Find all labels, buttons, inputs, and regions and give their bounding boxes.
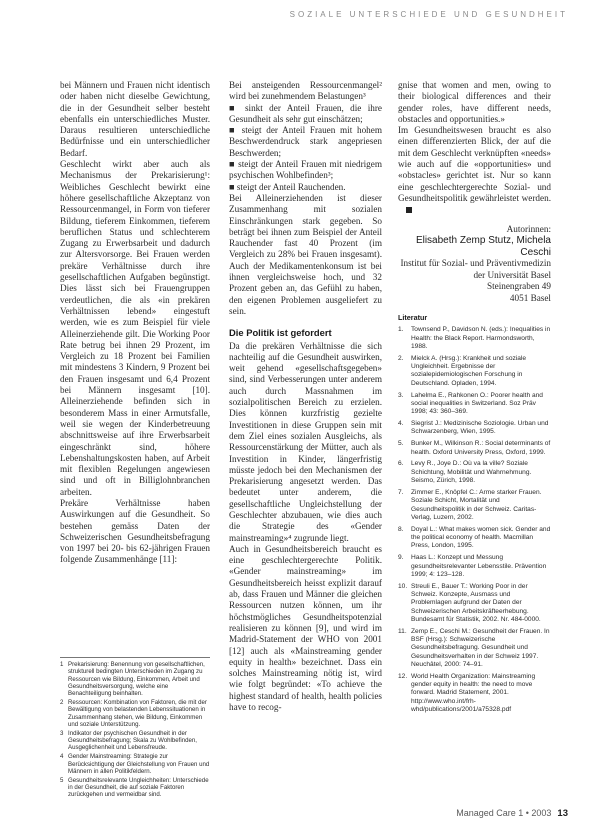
literature-item [398, 355, 551, 388]
text-column-1 [60, 80, 210, 566]
literature-item [398, 489, 551, 522]
running-head: SOZIALE UNTERSCHIEDE UND GESUNDHEIT [289, 10, 568, 19]
literature-number: 11. [398, 627, 407, 635]
list-item: Bei ansteigenden Ressourcenmangel² wird bei zunehmendem Belastungen³ [229, 80, 382, 102]
literature-item [398, 440, 551, 457]
literature-text: Lahelma E., Rahkonen O.: Poorer health and social inequalities in Switzerland. Soz Präv 1998; 43: 360–369. [411, 391, 543, 416]
body-paragraph: Im Gesundheitswesen braucht es also einen differenzierten Blick, der auf die mit dem Geschlecht verknüpften «needs» wie auch auf die «opportunities» und «obstacles» gerichtet ist. Nur so kann eine geschlechtergerechte Sozial- und Gesundheitspolitik gewährleistet werden. [398, 125, 551, 215]
footnote-number: 2 [60, 699, 64, 707]
literature-text: Zemp E., Ceschi M.: Gesundheit der Frauen. In BSF (Hrsg.): Schweizerische Gesundheitsbefragung. Gesundheit und Gesundheitsverhalten in der Schweiz 1997. Neuchâtel, 2000: 74–91. [411, 627, 550, 668]
page-number: 13 [557, 808, 568, 819]
literature-number: 1. [398, 326, 404, 334]
body-paragraph: Da die prekären Verhältnisse die sich nachteilig auf die Gesundheit auswirken, weit gehend «gesellschaftsgegeben» sind, sind Verbesserungen unter anderem auch durch Massnahmen im sozialpolitischen Bereich zu erzielen. Dies können kurzfristig gezielte Investitionen in diese Gruppen sein mit dem Ziel eines sozialen Ausgleichs, als Ressourcenstärkung der Mütter, auch als Investition in Kinder, längerfristig müsste jedoch bei den Mechanismen der Prekarisierung angesetzt werden. Das bedeutet unter anderem, die gesellschaftliche Ungleichstellung der Geschlechter abzubauen, wie dies auch die Strategie des «Gender mainstreaming»⁴ zugrunde liegt. [229, 340, 382, 543]
footnote-text: Prekarisierung: Benennung von gesellschaftlichen, strukturell bedingten Unterschieden im Zugang zu Ressourcen wie Bildung, Einkommen, Arbeit und Gesundheitsversorgung, welche eine Benachteiligung beinhalten. [68, 661, 205, 698]
footnote [60, 777, 210, 799]
literature-item [398, 420, 551, 437]
literature-number: 8. [398, 525, 404, 533]
literature-text: Mielck A. (Hrsg.): Krankheit und soziale Ungleichheit. Ergebnisse der sozialepidemiologischen Forschung in Deutschland. Opladen, 1994. [411, 354, 527, 387]
literature-item [398, 583, 551, 624]
body-paragraph: Bei Alleinerziehenden ist dieser Zusammenhang mit sozialen Einschränkungen stark gegeben. So beträgt bei ihnen zum Beispiel der Anteil Rauchender fast 40 Prozent (im Vergleich zu 28% bei Frauen insgesamt). Auch der Medikamentenkonsum ist bei ihnen vergleichsweise hoch, und 32 Prozent geben an, das Gefühl zu haben, den eigenen Problemen ausgeliefert zu sein. [229, 192, 382, 316]
footnote-number: 1 [60, 661, 64, 668]
literature-item [398, 673, 551, 714]
literature-list [398, 314, 551, 714]
body-paragraph: Geschlecht wirkt aber auch als Mechanismus der Prekarisierung¹: Weibliches Geschlecht bewirkt eine höhere gesellschaftliche Akzeptanz von Ressourcenmangel, in Form von tieferer Bildung, tieferem Einkommen, tieferem beruflichen Status und schlechterem Zugang zu Erwerbsarbeit und dadurch zur Altersvorsorge. Bei Frauen werden prekäre Verhältnisse durch ihre gesellschaftlichen Aufgaben begünstigt. Dies lässt sich bei Frauengruppen verdeutlichen, die als «in prekären Verhältnissen lebend» eingestuft werden, wie es zum Beispiel für viele Alleinerziehende gilt. Die Working Poor Rate betrug bei ihnen 29 Prozent, im Vergleich zu 18 Prozent bei Familien mit mindestens 3 Kindern, 9 Prozent bei den Frauen insgesamt und 6,4 Prozent bei Männern insgesamt [10]. Alleinerziehende befinden sich in besonderem Mass in einer Armutsfalle, weil sie wegen der Kinderbetreuung abschnittsweise auf ihre Erwerbsarbeit eingeschränkt sind, höhere Lebenshaltungskosten haben, auf Arbeit mit flexiblen Regelungen angewiesen sind und oft in Billiglohnbranchen arbeiten. [60, 159, 210, 497]
literature-text: Haas L.: Konzept und Messung gesundheitsrelevanter Lebensstile. Prävention 1999; 4: 123–128. [411, 554, 547, 578]
literature-text: World Health Organization: Mainstreaming gender equity in health: the need to move forward. Madrid Statement, 2001. http://www.who.int/frh-whd/publications/2001/a75328.pdf [411, 672, 536, 714]
author-names: Elisabeth Zemp Stutz, Michela Ceschi [415, 235, 551, 258]
literature-text: Townsend P., Davidson N. (eds.): Inequalities in Health: the Black Report. Harmondsworth, 1988. [411, 326, 551, 350]
square-bullet-icon: ■ [229, 125, 242, 136]
section-heading: Die Politik ist gefordert [229, 327, 332, 339]
literature-number: 3. [398, 391, 404, 399]
footnote [60, 730, 210, 752]
body-paragraph: bei Männern und Frauen nicht identisch oder haben nicht dieselbe Gewichtung, die in der Gesundheit selber besteht ebenfalls ein unterschiedliches Muster. Daraus resultieren unterschiedliche Bedürfnisse und ein unterschiedlicher Bedarf. [60, 80, 210, 158]
literature-item [398, 628, 551, 669]
body-paragraph: Prekäre Verhältnisse haben Auswirkungen auf die Gesundheit. So bestehen gemäss Daten der Schweizerischen Gesundheitsbefragung von 1997 bei 20- bis 62-jährigen Frauen folgende Zusammenhänge [11]: [60, 497, 210, 565]
literature-text: Levy R., Joye D.: Où va la ville? Soziale Schichtung, Mobilität und Wahrnehmung. Seismo, Zürich, 1998. [411, 460, 532, 485]
literature-title: Literatur [398, 313, 428, 323]
square-bullet-icon: ■ [229, 159, 239, 170]
city-address: 4051 Basel [509, 292, 551, 303]
literature-number: 9. [398, 554, 404, 562]
square-bullet-icon: ■ [229, 181, 237, 192]
footnote [60, 753, 210, 775]
literature-text: Streuli E., Bauer T.: Working Poor in der Schweiz. Konzepte, Ausmass und Problemlagen aufgrund der Daten der Schweizerischen Arbeitskräfteerhebung. Bundesamt für Statistik, 2002. Nr. 484-0000. [411, 582, 541, 623]
square-bullet-icon: ■ [229, 102, 245, 113]
literature-number: 10. [398, 582, 408, 590]
literature-text: Doyal L.: What makes women sick. Gender and the political economy of health. Macmillan Press, London, 1995. [411, 525, 551, 550]
list-item: ■ steigt der Anteil Frauen mit hohem Beschwerdendruck stark angepriesen Beschwerden; [229, 125, 382, 158]
street-address: Steinengraben 49 [486, 281, 551, 292]
footnote-text: Gesundheitsrelevante Ungleichheiten: Unterschiede in der Gesundheit, die auf soziale Faktoren zurückgehen und vermeidbar sind. [68, 776, 209, 799]
footnote-number: 3 [60, 729, 64, 737]
literature-item [398, 326, 551, 351]
literature-item [398, 460, 551, 485]
literature-number: 6. [398, 460, 404, 468]
institute: Institut für Sozial- und Präventivmedizin der Universität Basel [400, 258, 551, 280]
footnote-text: Gender Mainstreaming: Strategie zur Berücksichtigung der Gleichstellung von Frauen und Männern in allen Politikfeldern. [68, 753, 210, 775]
literature-text: Siegrist J.: Medizinische Soziologie. Urban und Schwarzenberg, Wien, 1995. [411, 420, 549, 436]
footnotes [60, 661, 210, 800]
literature-item [398, 526, 551, 551]
text-column-2 [229, 80, 382, 713]
literature-item [398, 392, 551, 417]
end-of-article-icon [406, 207, 412, 213]
literature-number: 5. [398, 440, 404, 448]
footnote [60, 699, 210, 728]
author-block [398, 224, 551, 305]
literature-number: 4. [398, 420, 404, 428]
list-item: ■ steigt der Anteil Frauen mit niedrigem psychischen Wohlbefinden³; [229, 159, 382, 181]
footnote-divider [60, 657, 210, 658]
author-label: Autorinnen: [506, 223, 551, 234]
list-item: ■ steigt der Anteil Rauchenden. [229, 181, 346, 192]
footnote-number: 5 [60, 776, 64, 784]
page-footer [456, 808, 568, 819]
body-paragraph: Auch in Gesundheitsbereich braucht es eine geschlechtergerechte Politik. «Gender mainstreaming» im Gesundheitsbereich heisst explizit darauf ab, dass Frauen und Männer die gleichen Ressourcen nutzen können, um ihr höchstmögliches Gesundheitspotenzial realisieren zu können [9], und wird im Madrid-Statement der WHO von 2001 [12] auch als «Mainstreaming gender equity in health» bezeichnet. Dass ein solches Mainstreaming nötig ist, wird wie folgt begründet: «To achieve the highest standard of health, health policies have to recog- [229, 543, 382, 713]
literature-text: Zimmer E., Knöpfel C.: Arme starker Frauen. Soziale Schicht, Mortalität und Gesundheitspolitik in der Schweiz. Caritas-Verlag, Luzern, 2002. [411, 488, 542, 521]
body-paragraph: gnise that women and men, owing to their biological differences and their gender roles, have different needs, obstacles and opportunities.» [398, 80, 551, 124]
journal-issue: Managed Care 1 • 2003 [456, 808, 552, 818]
literature-item [398, 554, 551, 579]
footnote-text: Indikator der psychischen Gesundheit in der Gesundheitsbefragung; Skala zu Wohlbefinden, Ausgeglichenheit und Lebensfreude. [68, 729, 197, 752]
literature-text: Bunker M., Wilkinson R.: Social determinants of health. Oxford University Press, Oxford, 1999. [411, 440, 551, 456]
list-item: ■ sinkt der Anteil Frauen, die ihre Gesundheit als sehr gut einschätzen; [229, 102, 382, 124]
literature-number: 7. [398, 488, 404, 496]
literature-number: 12. [398, 672, 408, 680]
text-column-3 [398, 80, 551, 718]
footnote-text: Ressourcen: Kombination von Faktoren, die mit der Bewältigung von belastenden Lebenssituationen in Zusammenhang stehen, wie Bildung, Einkommen und soziale Unterstützung. [68, 699, 207, 728]
footnote-number: 4 [60, 753, 64, 761]
literature-number: 2. [398, 354, 404, 362]
footnote [60, 661, 210, 697]
